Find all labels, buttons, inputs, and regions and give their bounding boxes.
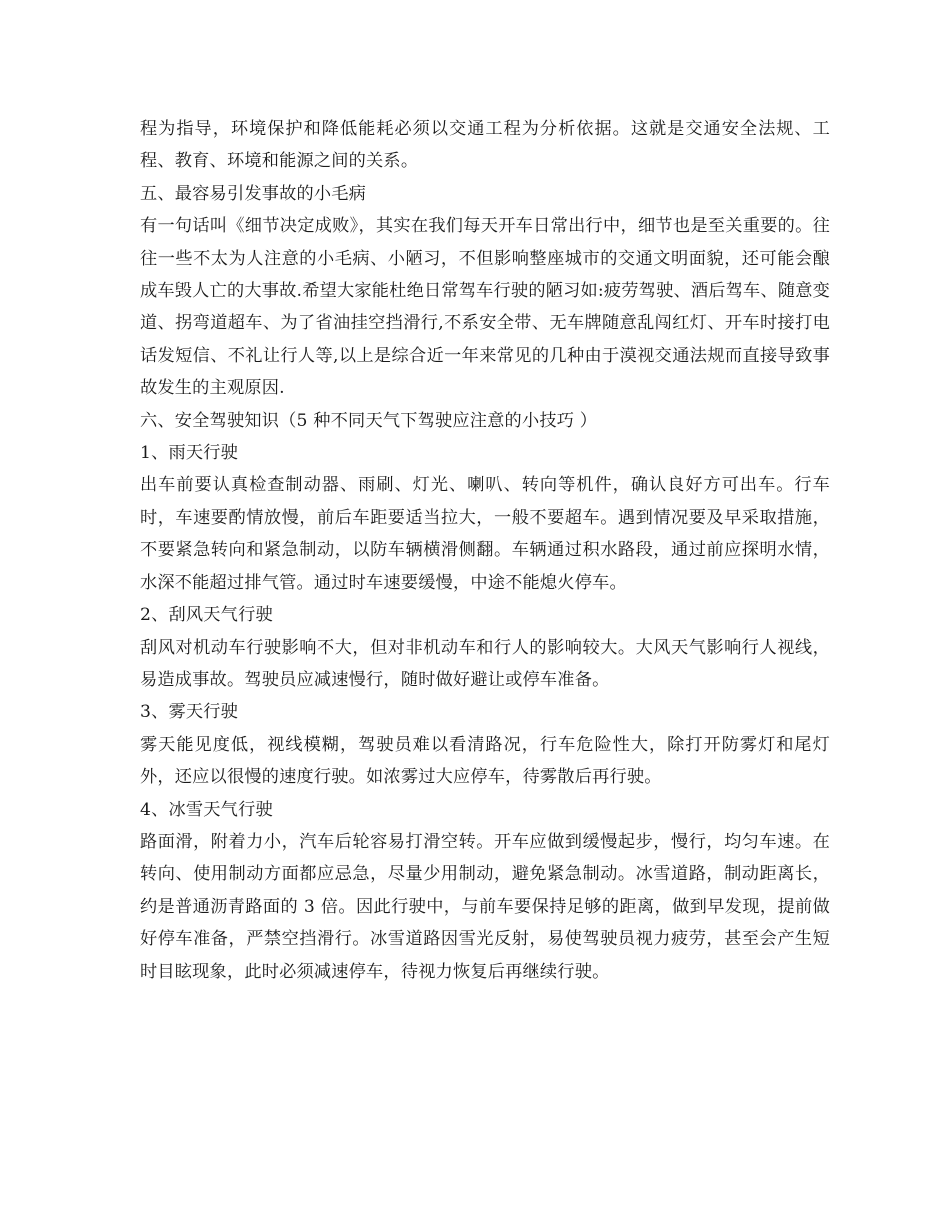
paragraph-rain: 出车前要认真检查制动器、雨刷、灯光、喇叭、转向等机件，确认良好方可出车。行车时，车速要酌情放慢，前后车距要适当拉大，一般不要超车。遇到情况要及早采取措施，不要紧急转向和紧急制动，以防车辆横滑侧翻。车辆通过积水路段，通过前应探明水情，水深不能超过排气管。通过时车速要缓慢，中途不能熄火停车。 — [140, 475, 830, 593]
paragraph-fog: 雾天能见度低，视线模糊，驾驶员难以看清路况，行车危险性大，除打开防雾灯和尾灯外，还应以很慢的速度行驶。如浓雾过大应停车，待雾散后再行驶。 — [140, 734, 830, 788]
section-heading-6: 六、安全驾驶知识（5 种不同天气下驾驶应注意的小技巧 ） — [140, 410, 598, 431]
paragraph-ice-snow: 路面滑，附着力小，汽车后轮容易打滑空转。开车应做到缓慢起步，慢行，均匀车速。在转向、使用制动方面都应忌急，尽量少用制动，避免紧急制动。冰雪道路，制动距离长，约是普通沥青路面的 3 倍。因此行驶中，与前车要保持足够的距离，做到早发现，提前做好停车准备，严禁空挡滑行。冰雪道路因雪光反射，易使驾驶员视力疲劳，甚至会产生短时目眩现象，此时必须减速停车，待视力恢复后再继续行驶。 — [140, 831, 830, 982]
subheading-ice-snow: 4、冰雪天气行驶 — [140, 799, 273, 820]
paragraph-minor-faults: 有一句话叫《细节决定成败》，其实在我们每天开车日常出行中，细节也是至关重要的。往往一些不太为人注意的小毛病、小陋习，不但影响整座城市的交通文明面貌，还可能会酿成车毁人亡的大事故.希望大家能杜绝日常驾车行驶的陋习如:疲劳驾驶、酒后驾车、随意变道、拐弯道超车、为了省油挂空挡滑行,不系安全带、无车牌随意乱闯红灯、开车时接打电话发短信、不礼让行人等,以上是综合近一年来常见的几种由于漠视交通法规而直接导致事故发生的主观原因. — [140, 216, 830, 399]
paragraph-wind: 刮风对机动车行驶影响不大，但对非机动车和行人的影响较大。大风天气影响行人视线，易造成事故。驾驶员应减速慢行，随时做好避让或停车准备。 — [140, 637, 830, 690]
paragraph-intro-continuation: 程为指导，环境保护和降低能耗必须以交通工程为分析依据。这就是交通安全法规、工程、教育、环境和能源之间的关系。 — [140, 119, 830, 172]
document-body — [140, 113, 830, 988]
subheading-rain: 1、雨天行驶 — [140, 443, 239, 464]
section-heading-5: 五、最容易引发事故的小毛病 — [140, 183, 367, 204]
subheading-fog: 3、雾天行驶 — [140, 702, 239, 723]
subheading-wind: 2、刮风天气行驶 — [140, 605, 273, 626]
